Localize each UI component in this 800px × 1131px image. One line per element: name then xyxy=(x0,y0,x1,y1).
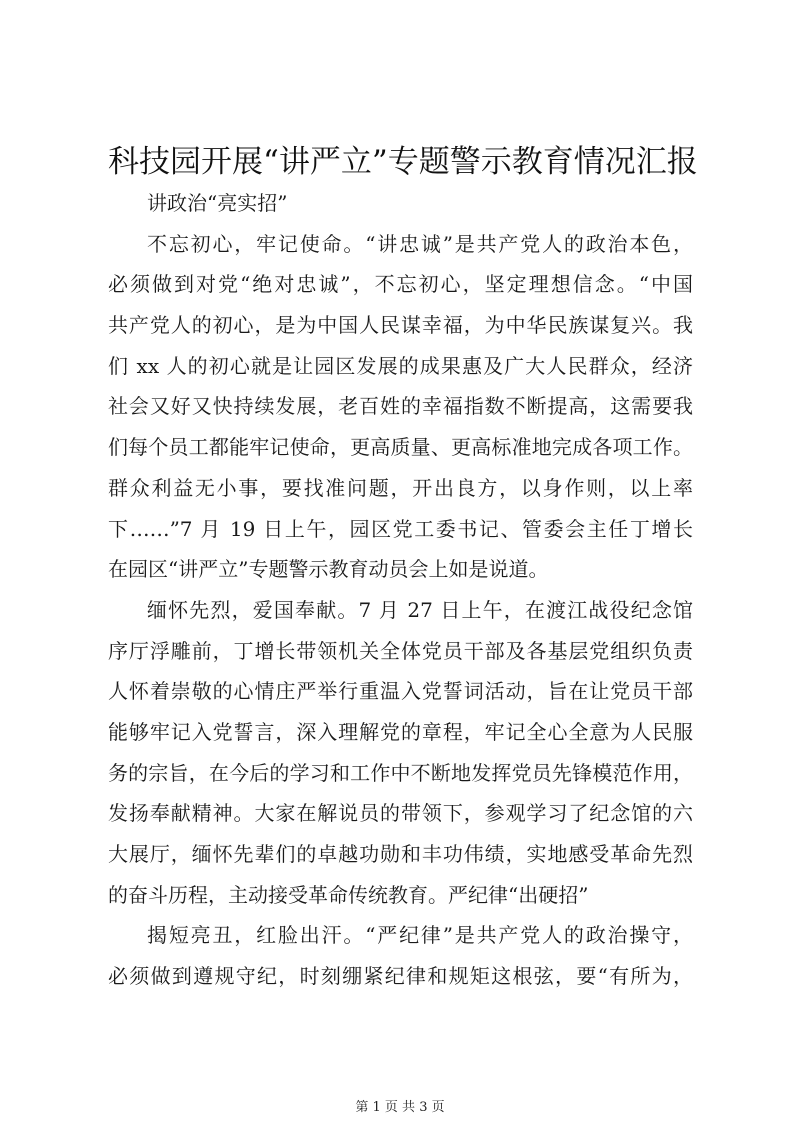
paragraph-line: 群众利益无小事，要找准问题，开出良方，以身作则，以上率 xyxy=(108,475,693,500)
page-number-footer: 第 1 页 共 3 页 xyxy=(355,1100,445,1115)
paragraph-line: 能够牢记入党誓言，深入理解党的章程，牢记全心全意为人民服 xyxy=(108,719,693,744)
paragraph-line: 在园区“讲严立”专题警示教育动员会上如是说道。 xyxy=(108,557,549,582)
paragraph-line: 大展厅，缅怀先辈们的卓越功勋和丰功伟绩，实地感受革命先烈 xyxy=(108,842,693,866)
paragraph-line: 人怀着崇敬的心情庄严举行重温入党誓词活动，旨在让党员干部 xyxy=(108,679,693,704)
paragraph-line: 不忘初心，牢记使命。“讲忠诚”是共产党人的政治本色， xyxy=(147,231,693,256)
paragraph-line: 们每个员工都能牢记使命，更高质量、更高标准地完成各项工作。 xyxy=(108,435,693,460)
paragraph-line: 必须做到遵规守纪，时刻绷紧纪律和规矩这根弦，要“有所为， xyxy=(108,964,693,989)
paragraph-line: 缅怀先烈，爱国奉献。7 月 27 日上午，在渡江战役纪念馆 xyxy=(147,597,693,622)
paragraph-line: 共产党人的初心，是为中国人民谋幸福，为中华民族谋复兴。我 xyxy=(108,313,693,338)
paragraph-line: 务的宗旨，在今后的学习和工作中不断地发挥党员先锋模范作用， xyxy=(108,760,693,785)
paragraph-line: 们 xx 人的初心就是让园区发展的成果惠及广大人民群众，经济 xyxy=(108,353,693,378)
paragraph-line: 下……”7 月 19 日上午，园区党工委书记、管委会主任丁增长 xyxy=(108,516,693,541)
paragraph-line: 必须做到对党“绝对忠诚”，不忘初心，坚定理想信念。“中国 xyxy=(108,272,693,297)
document-body xyxy=(108,183,693,997)
section-heading: 讲政治“亮实招” xyxy=(147,191,288,215)
paragraph-line: 发扬奉献精神。大家在解说员的带领下，参观学习了纪念馆的六 xyxy=(108,801,693,826)
paragraph-line: 揭短亮丑，红脸出汗。“严纪律”是共产党人的政治操守， xyxy=(147,923,693,948)
paragraph-line: 社会又好又快持续发展，老百姓的幸福指数不断提高，这需要我 xyxy=(108,394,693,419)
paragraph-line: 的奋斗历程，主动接受革命传统教育。严纪律“出硬招” xyxy=(108,882,589,907)
document-title: 科技园开展“讲严立”专题警示教育情况汇报 xyxy=(108,144,698,180)
paragraph-line: 序厅浮雕前，丁增长带领机关全体党员干部及各基层党组织负责 xyxy=(108,638,693,663)
